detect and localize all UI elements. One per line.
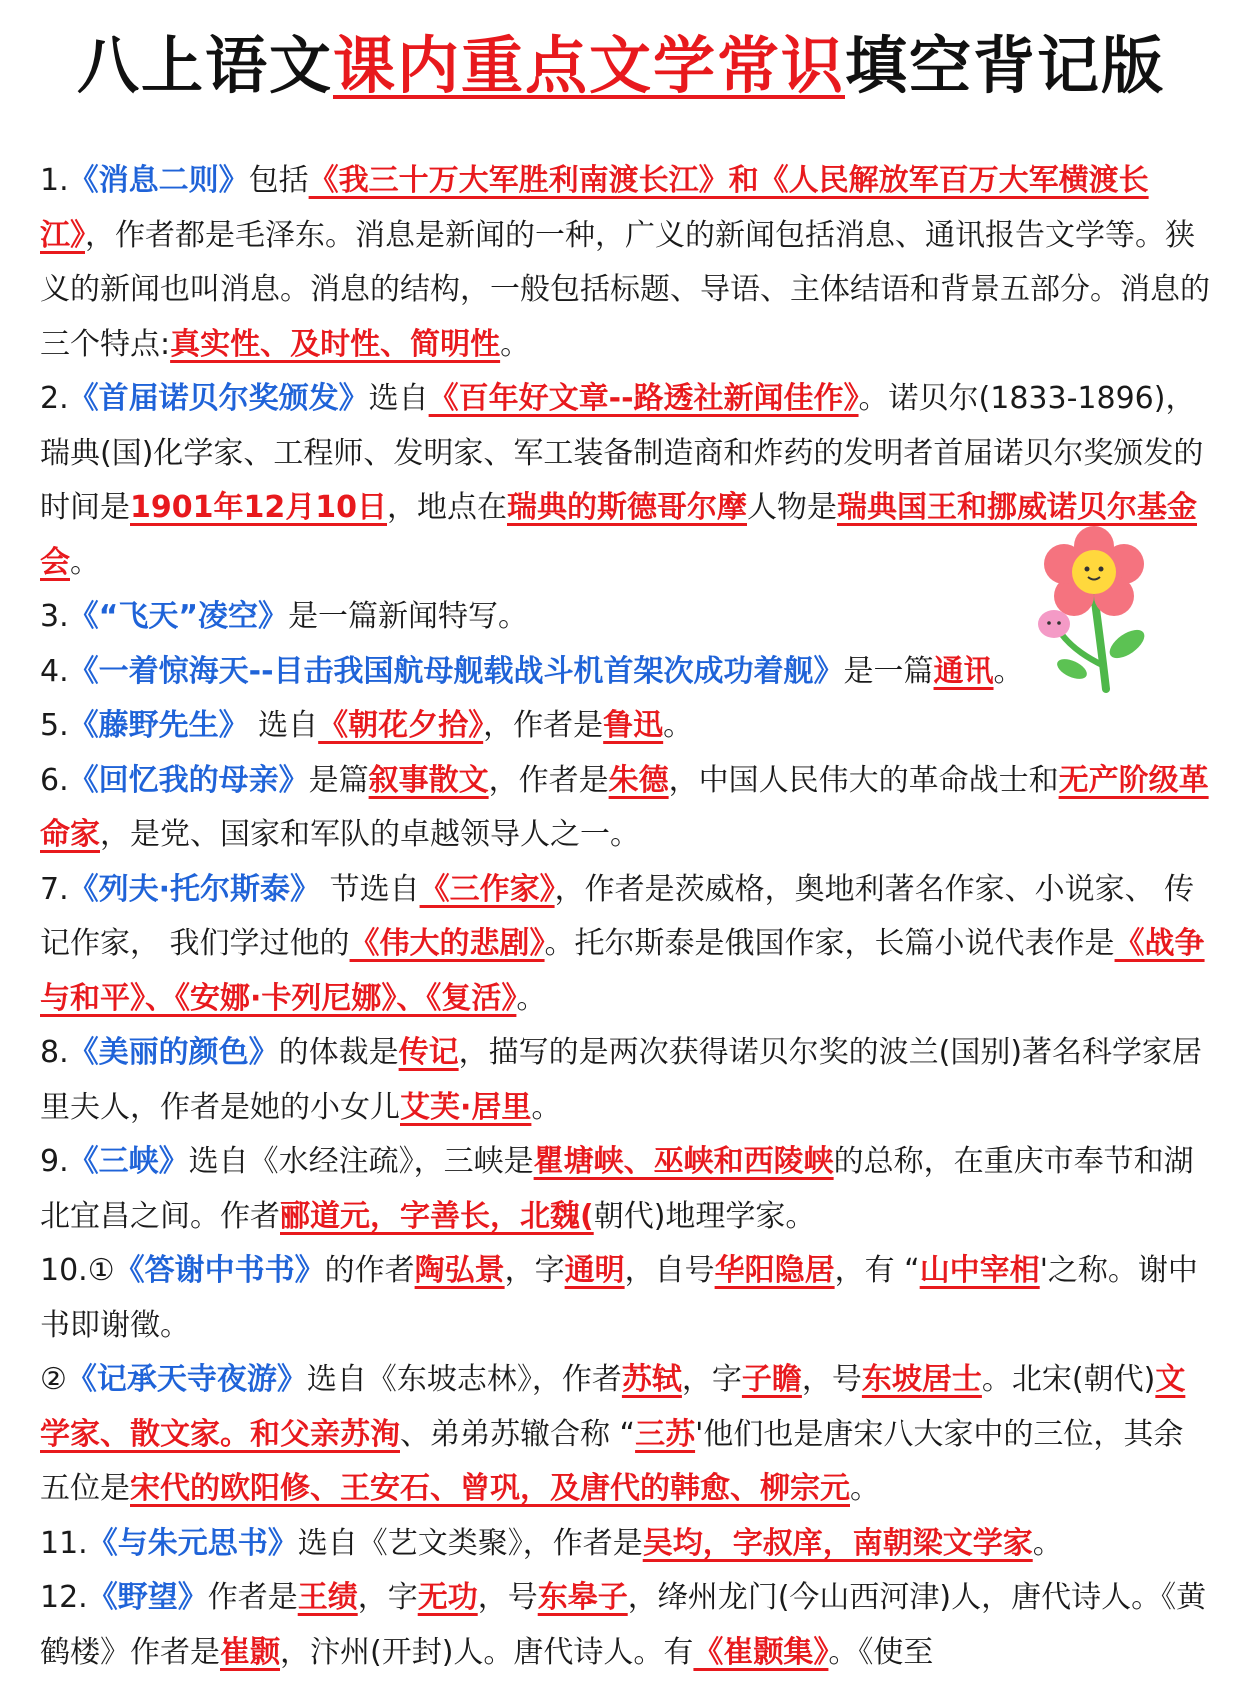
item-text: 。《使至 [828, 1634, 934, 1670]
title-highlight: 课内重点文学常识 [332, 29, 845, 102]
item-text: 。 [850, 1471, 880, 1506]
item-number: 4. [40, 653, 69, 689]
item-text: 朝代)地理学家。 [593, 1198, 816, 1234]
answer-blank: 宋代的欧阳修、王安石、曾巩，及唐代的韩愈、柳宗元 [130, 1471, 850, 1506]
item-number: 8. [40, 1035, 69, 1070]
item-text: 选自《东坡志林》，作者 [306, 1362, 622, 1397]
item-number: 5. [40, 708, 69, 743]
book-title: 《三峡》 [68, 1144, 189, 1179]
item-10a [40, 1244, 1212, 1353]
item-number: 1. [40, 163, 69, 198]
item-text: ，字 [357, 1580, 418, 1615]
item-text: ，作者都是毛泽东。消息是新闻的一种，广义的新闻包括消息、通讯报告文学等。狭义的新闻也叫消息。消息的结构，一般包括标题、导语、主体结语和背景五部分。消息的三个特点: [40, 217, 1210, 362]
item-text: 包括 [248, 163, 309, 198]
item-text: '他们也是唐宋八大家中的三位，其余五位是 [40, 1416, 1184, 1506]
item-text: 节选自 [320, 871, 420, 907]
book-title: 《首届诺贝尔奖颁发》 [68, 381, 369, 416]
item-text: 作者是 [207, 1580, 298, 1615]
item-text: ，字 [681, 1362, 742, 1397]
item-10b [40, 1353, 1212, 1517]
item-text: 。 [500, 326, 531, 362]
item-6 [40, 754, 1212, 863]
answer-blank: 《百年好文章--路透社新闻佳作》 [428, 381, 859, 416]
item-text: ，号 [801, 1362, 862, 1397]
answer-blank: 《我三十万大军胜利南渡长江》和《人民解放军百万大军横渡长江》 [40, 163, 1149, 253]
answer-blank: 东皋子 [537, 1580, 628, 1615]
book-title: 《答谢中书书》 [114, 1253, 325, 1288]
answer-blank: 传记 [398, 1035, 459, 1070]
item-12 [40, 1571, 1212, 1680]
answer-blank: 华阳隐居 [714, 1253, 835, 1288]
item-text: 是一篇 [843, 653, 934, 689]
flower-sticker-icon [1032, 524, 1157, 694]
item-text: 。 [663, 708, 694, 743]
answer-blank: 艾芙·居里 [400, 1089, 532, 1125]
answer-blank: 东坡居士 [861, 1362, 982, 1397]
item-text: 。 [70, 544, 100, 580]
item-text: 选自 [248, 708, 319, 743]
item-text: ，作者是 [483, 708, 604, 743]
item-text: 选自 [368, 381, 429, 416]
item-text: 。诺贝尔(1833-1896)，瑞典(国)化学家、工程师、发明家、军工装备制造商和炸药的发明者首届诺贝尔奖颁发的时间是 [40, 381, 1204, 525]
item-text: 。北宋(朝代) [981, 1362, 1156, 1397]
answer-blank: 瞿塘峡、巫峡和西陵峡 [533, 1144, 834, 1179]
item-text: 。 [993, 653, 1024, 689]
answer-blank: 无产阶级革命家 [40, 762, 1209, 852]
item-text: ，作者是 [488, 762, 609, 798]
page-title [0, 26, 1242, 106]
book-title: 《列夫·托尔斯泰》 [68, 871, 321, 907]
book-title: 《回忆我的母亲》 [68, 762, 309, 798]
answer-blank: 郦道元，字善长，北魏( [280, 1198, 594, 1234]
item-text: 、弟弟苏辙合称 “ [400, 1416, 636, 1452]
book-title: 《“飞天”凌空》 [68, 599, 289, 634]
item-text: ，有 “ [834, 1253, 920, 1288]
item-number: 12. [40, 1580, 88, 1615]
item-text: 选自《艺文类聚》，作者是 [297, 1525, 643, 1561]
item-text: ，绛州龙门(今山西河津)人，唐代诗人。《黄鹤楼》作者是 [40, 1580, 1207, 1670]
item-text: ，字 [504, 1253, 565, 1288]
answer-blank: 《三作家》 [419, 871, 555, 907]
item-number: 6. [40, 762, 69, 798]
answer-blank: 三苏 [635, 1416, 696, 1452]
item-text: 的体裁是 [278, 1035, 399, 1070]
item-text: 。 [531, 1089, 562, 1125]
answer-blank: 真实性、及时性、简明性 [170, 326, 501, 362]
answer-blank: 无功 [417, 1580, 478, 1615]
book-title: 《与朱元思书》 [87, 1525, 298, 1561]
title-suffix: 填空背记版 [845, 29, 1166, 102]
book-title: 《消息二则》 [68, 163, 249, 198]
answer-blank: 1901年12月10日 [130, 490, 387, 525]
item-text: 人物是 [747, 490, 837, 525]
answer-blank: 《崔颢集》 [693, 1634, 829, 1670]
answer-blank: 吴均，字叔庠，南朝梁文学家 [642, 1525, 1033, 1561]
item-text: ，中国人民伟大的革命战士和 [668, 762, 1059, 798]
item-text: 的作者 [324, 1253, 415, 1288]
item-text: 。托尔斯泰是俄国作家，长篇小说代表作是 [544, 926, 1115, 961]
item-text: ，地点在 [387, 490, 507, 525]
item-text: ，描写的是两次获得诺贝尔奖的波兰(国别)著名科学家居里夫人，作者是她的小女儿 [40, 1035, 1203, 1125]
item-text: 的总称，在重庆市奉节和湖北宜昌之间。作者 [40, 1144, 1194, 1234]
answer-blank: 通明 [564, 1253, 625, 1288]
item-number: 11. [40, 1525, 88, 1561]
item-number: 3. [40, 599, 69, 634]
answer-blank: 王绩 [297, 1580, 358, 1615]
item-5 [40, 699, 1212, 754]
item-text: ，作者是茨威格，奥地利著名作家、小说家、 传记作家， 我们学过他的 [40, 871, 1195, 961]
answer-blank: 鲁迅 [603, 708, 664, 743]
answer-blank: 文学家、散文家。和父亲苏洵 [40, 1362, 1186, 1452]
item-11 [40, 1517, 1212, 1572]
item-text: 选自《水经注疏》，三峡是 [188, 1144, 534, 1179]
item-number: 2. [40, 381, 69, 416]
item-text: ，汴州(开封)人。唐代诗人。有 [280, 1634, 694, 1670]
item-number: 9. [40, 1144, 69, 1179]
item-text: '之称。谢中书即谢徵。 [40, 1253, 1198, 1343]
answer-blank: 山中宰相 [919, 1253, 1040, 1288]
answer-blank: 《伟大的悲剧》 [349, 926, 545, 961]
item-text: ，号 [477, 1580, 538, 1615]
book-title: 《藤野先生》 [68, 708, 249, 743]
answer-blank: 陶弘景 [414, 1253, 505, 1288]
answer-blank: 通讯 [933, 653, 994, 689]
title-prefix: 八上语文 [76, 29, 333, 102]
book-title: 《一着惊海天--目击我国航母舰载战斗机首架次成功着舰》 [68, 653, 844, 689]
book-title: 《野望》 [87, 1580, 208, 1615]
item-text: 是篇 [308, 762, 369, 798]
item-number: 10.① [40, 1253, 115, 1288]
notes-body [40, 154, 1212, 1680]
answer-blank: 《战争与和平》、《安娜·卡列尼娜》、《复活》 [40, 926, 1205, 1016]
answer-blank: 崔颢 [220, 1634, 280, 1670]
answer-blank: 朱德 [608, 762, 669, 798]
answer-blank: 瑞典国王和挪威诺贝尔基金会 [40, 490, 1197, 580]
item-9 [40, 1135, 1212, 1244]
book-title: 《记承天寺夜游》 [66, 1362, 307, 1397]
answer-blank: 子瞻 [741, 1362, 802, 1397]
answer-blank: 叙事散文 [368, 762, 489, 798]
item-8 [40, 1026, 1212, 1135]
item-text: 是一篇新闻特写。 [288, 599, 529, 634]
answer-blank: 《朝花夕拾》 [318, 708, 484, 743]
item-text: ，自号 [624, 1253, 715, 1288]
item-text: 。 [1032, 1525, 1063, 1561]
item-number: 7. [40, 871, 69, 907]
book-title: 《美丽的颜色》 [68, 1035, 279, 1070]
item-1 [40, 154, 1212, 372]
item-7 [40, 863, 1212, 1027]
item-text: ，是党、国家和军队的卓越领导人之一。 [100, 817, 640, 852]
answer-blank: 瑞典的斯德哥尔摩 [507, 490, 747, 525]
item-number: ② [40, 1362, 67, 1397]
item-text: 。 [516, 980, 547, 1016]
answer-blank: 苏轼 [621, 1362, 682, 1397]
